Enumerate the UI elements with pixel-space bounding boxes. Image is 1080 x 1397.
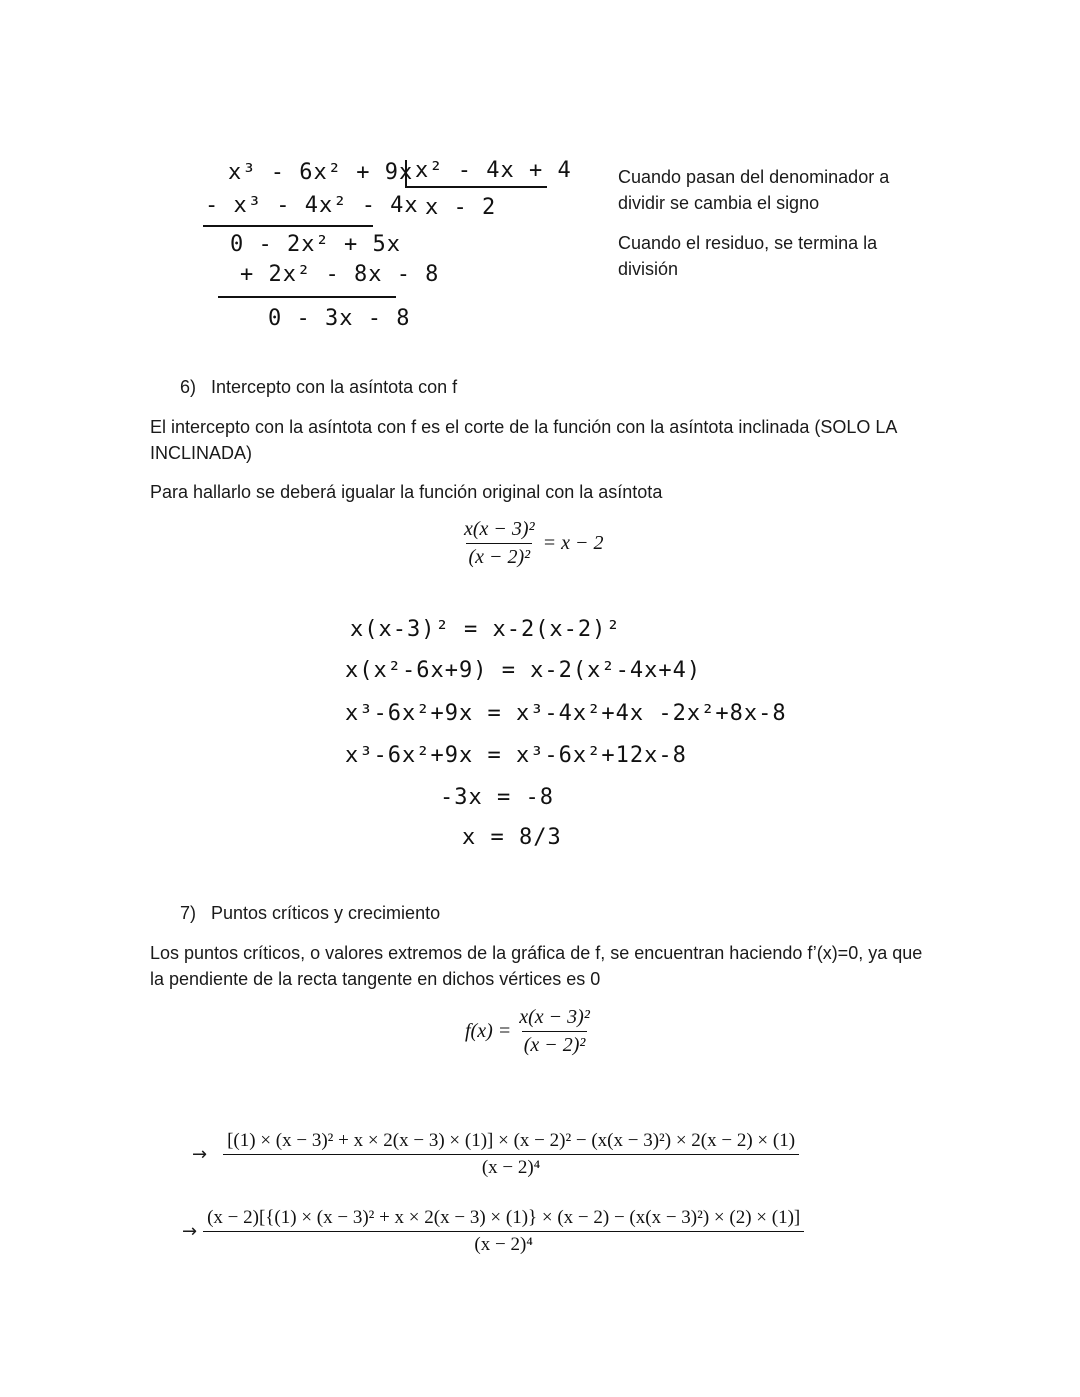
derivative-2-fraction — [205, 1207, 802, 1256]
derivative-2-denominator: (x − 2)⁴ — [203, 1231, 804, 1256]
division-rule-2 — [218, 296, 396, 298]
asymptote-equation — [462, 518, 603, 569]
note-residue: Cuando el residuo, se termina la división — [618, 233, 878, 279]
function-fraction — [517, 1006, 592, 1057]
arrow-icon: → — [192, 1144, 208, 1165]
asymptote-denominator: (x − 2)² — [466, 543, 532, 569]
function-label: f(x) = — [465, 1020, 512, 1042]
derivative-1-denominator: (x − 2)⁴ — [223, 1154, 799, 1179]
work-line-5: -3x = -8 — [440, 785, 554, 810]
derivative-1-fraction — [225, 1130, 797, 1179]
work-line-2: x(x²-6x+9) = x-2(x²-4x+4) — [345, 658, 702, 683]
work-line-6: x = 8/3 — [462, 825, 562, 850]
section-7-paragraph-1: Los puntos críticos, o valores extremos de la gráfica de f, se encuentran haciendo f’(x)=0, ya que la pendiente de la recta tangente en dichos vértices es 0 — [150, 943, 923, 989]
function-definition — [465, 1006, 592, 1057]
arrow-icon: → — [182, 1221, 198, 1242]
section-6-heading: 6) Intercepto con la asíntota con f — [180, 377, 458, 397]
division-subtract-1: - x³ - 4x² - 4x — [205, 193, 419, 218]
division-rule-1 — [203, 225, 373, 227]
function-numerator: x(x − 3)² — [519, 1006, 590, 1028]
derivative-2-numerator: (x − 2)[{(1) × (x − 3)² + x × 2(x − 3) × (1)} × (x − 2) − (x(x − 3)²) × (2) × (1)] — [207, 1207, 801, 1228]
derivative-1-numerator: [(1) × (x − 3)² + x × 2(x − 3) × (1)] × (x − 2)² − (x(x − 3)²) × 2(x − 2) × (1) — [227, 1130, 796, 1151]
derivative-step-1 — [192, 1130, 797, 1179]
asymptote-rhs: = x − 2 — [542, 532, 604, 554]
division-subtract-2: + 2x² - 8x - 8 — [240, 262, 440, 287]
section-6-paragraph-1: El intercepto con la asíntota con f es el corte de la función con la asíntota inclinada (SOLO LA INCLINADA) — [150, 417, 897, 463]
division-remainder-2: 0 - 3x - 8 — [268, 306, 411, 331]
division-dividend: x³ - 6x² + 9x — [228, 160, 414, 185]
work-line-4: x³-6x²+9x = x³-6x²+12x-8 — [345, 743, 687, 768]
division-quotient: x - 2 — [425, 195, 497, 220]
asymptote-fraction — [462, 518, 537, 569]
work-line-1: x(x-3)² = x-2(x-2)² — [350, 617, 621, 642]
asymptote-numerator: x(x − 3)² — [464, 518, 535, 540]
derivative-step-2 — [182, 1207, 802, 1256]
section-7-heading: 7) Puntos críticos y crecimiento — [180, 903, 441, 923]
division-divisor: x² - 4x + 4 — [415, 158, 572, 183]
work-line-3: x³-6x²+9x = x³-4x²+4x -2x²+8x-8 — [345, 701, 787, 726]
division-remainder-1: 0 - 2x² + 5x — [230, 232, 401, 257]
note-sign-change: Cuando pasan del denominador a dividir se cambia el signo — [618, 167, 890, 213]
section-6-paragraph-2: Para hallarlo se deberá igualar la función original con la asíntota — [150, 482, 663, 502]
function-denominator: (x − 2)² — [522, 1031, 588, 1057]
